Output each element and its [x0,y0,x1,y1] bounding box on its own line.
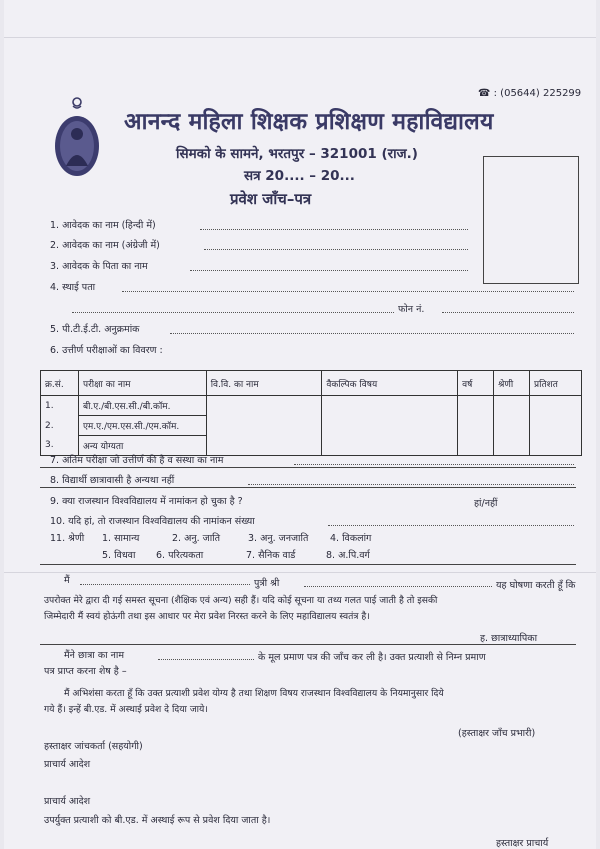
verification-line-1b: के मूल प्रमाण पत्र की जाँच कर ली है। उक्त प्रत्याशी से निम्न प्रमाण [258,652,486,663]
q9-label: 9. क्या राजस्थान विश्वविद्यालय में नामांकन हो चुका है ? [50,496,243,507]
phone-number: ☎ : (05644) 225299 [478,88,582,99]
category-st[interactable]: 3. अनु. जनजाति [248,533,309,544]
field-name-hindi-label: 1. आवेदक का नाम (हिन्दी में) [50,220,156,231]
principal-order-label-2: प्राचार्य आदेश [44,796,91,807]
divider [40,564,576,565]
paper-crease [4,572,596,573]
final-admission-text: उपर्युक्त प्रत्याशी को बी.एड. में अस्थाई रूप से प्रवेश दिया जाता है। [44,815,271,826]
field-name-english-line[interactable] [204,249,468,250]
q10-label: 10. यदि हां, तो राजस्थान विश्वविद्यालय की नामांकन संख्या [50,516,255,527]
category-sc[interactable]: 2. अनु. जाति [172,533,221,544]
declaration-suffix: यह घोषणा करती हूँ कि [496,580,576,591]
table-header-row [41,371,582,396]
row-exam: एम.ए./एम.एस.सी./एम.कॉम. [78,416,206,436]
verification-line-2: पत्र प्राप्त करना शेष है – [44,666,127,677]
declaration-text-2: जिम्मेदारी मैं स्वयं होऊंगी तथा इस आधार पर मेरा प्रवेश निरस्त करने के लिए महाविद्यालय स्वतंत्र है। [44,611,370,622]
category-soldier-ward[interactable]: 7. सैनिक वार्ड [246,550,296,561]
session-line: सत्र 20.... – 20... [244,168,355,184]
exam-details-table [40,370,582,456]
admission-form-page [4,0,596,849]
cell-percentage[interactable] [530,396,582,456]
principal-order-label-1: प्राचार्य आदेश [44,759,91,770]
field-ptet-label: 5. पी.टी.ई.टी. अनुक्रमांक [50,324,140,335]
row-serial: 3. [41,436,79,456]
declaration-text-1: उपरोक्त मेरे द्वारा दी गई समस्त सूचना (शैक्षिक एवं अन्य) सही हैं। यदि कोई सूचना या तथ्य गलत पाई जाती है तो इसकी [44,595,438,606]
cell-division[interactable] [494,396,530,456]
cell-optional-subject[interactable] [322,396,458,456]
verification-student-name-line[interactable] [158,659,254,660]
row-exam: अन्य योग्यता [78,436,206,456]
q11-label: 11. श्रेणी [50,533,85,544]
col-percentage: प्रतिशत [530,371,582,396]
college-logo-icon [52,96,102,178]
verification-line-1a: मैंने छात्रा का नाम [64,650,125,661]
category-divorced[interactable]: 6. परित्यकता [156,550,204,561]
photo-box [483,156,579,284]
table-row [41,396,582,416]
col-optional-subject: वैकल्पिक विषय [322,371,458,396]
assistant-signature-label: हस्ताक्षर जांचकर्ता (सहयोगी) [44,741,143,752]
field-name-english-label: 2. आवेदक का नाम (अंग्रेजी में) [50,240,160,251]
form-title: प्रवेश जाँच–पत्र [230,190,312,208]
category-general[interactable]: 1. सामान्य [102,533,140,544]
divider [40,487,576,488]
col-exam-name: परीक्षा का नाम [78,371,206,396]
category-obc[interactable]: 8. अ.पि.वर्ग [326,550,370,561]
field-address-label: 4. स्थाई पता [50,282,96,293]
row-serial: 1. [41,396,79,416]
divider [40,467,576,468]
col-university: वि.वि. का नाम [206,371,322,396]
college-name: आनन्द महिला शिक्षक प्रशिक्षण महाविद्यालय [124,108,494,135]
divider [40,644,576,645]
row-serial: 2. [41,416,79,436]
recommendation-2: गये हैं। इन्हें बी.एड. में अस्थाई प्रवेश दे दिया जाये। [44,704,208,715]
field-address-line[interactable] [122,291,574,292]
college-address: सिमको के सामने, भरतपुर – 321001 (राज.) [176,146,418,162]
cell-university[interactable] [206,396,322,456]
phone-label: फोन नं. [398,304,425,315]
q7-label: 7. अंतिम परीक्षा जो उत्तीर्ण की है व संस्था का नाम [50,455,224,466]
q9-answer[interactable]: हां/नहीं [474,498,498,509]
field-ptet-line[interactable] [170,333,574,334]
principal-signature-label: हस्ताक्षर प्राचार्य [496,838,549,849]
field-name-hindi-line[interactable] [200,229,468,230]
col-year: वर्ष [458,371,494,396]
q8-label: 8. विद्यार्थी छात्रावासी है अन्यथा नहीं [50,475,175,486]
field-phone-line[interactable] [442,312,574,313]
father-name-line[interactable] [304,586,492,587]
declaration-prefix: मैं [64,575,70,586]
field-address-line-2[interactable] [72,312,394,313]
category-disabled[interactable]: 4. विकलांग [330,533,372,544]
declaration-daughter: पुत्री श्री [254,578,280,589]
recommendation-1: मैं अभिशंसा करता हूँ कि उक्त प्रत्याशी प्रवेश योग्य है तथा शिक्षण विषय राजस्थान विश्वविद्यालय के नियमानुसार दिये [64,688,444,699]
q8-line[interactable] [248,484,574,485]
col-division: श्रेणी [494,371,530,396]
col-serial: क्र.सं. [41,371,79,396]
field-exams-label: 6. उत्तीर्ण परीक्षाओं का विवरण : [50,345,163,356]
cell-year[interactable] [458,396,494,456]
field-father-name-label: 3. आवेदक के पिता का नाम [50,261,148,272]
paper-crease [4,37,596,38]
q10-line[interactable] [328,525,574,526]
row-exam: बी.ए./बी.एस.सी./बी.कॉम. [78,396,206,416]
category-widow[interactable]: 5. विधवा [102,550,136,561]
field-father-name-line[interactable] [190,270,468,271]
incharge-signature-label: (हस्ताक्षर जाँच प्रभारी) [458,728,536,739]
q7-line[interactable] [294,464,574,465]
declarant-name-line[interactable] [80,584,250,585]
student-signature-label: ह. छात्राध्यापिका [480,633,538,644]
